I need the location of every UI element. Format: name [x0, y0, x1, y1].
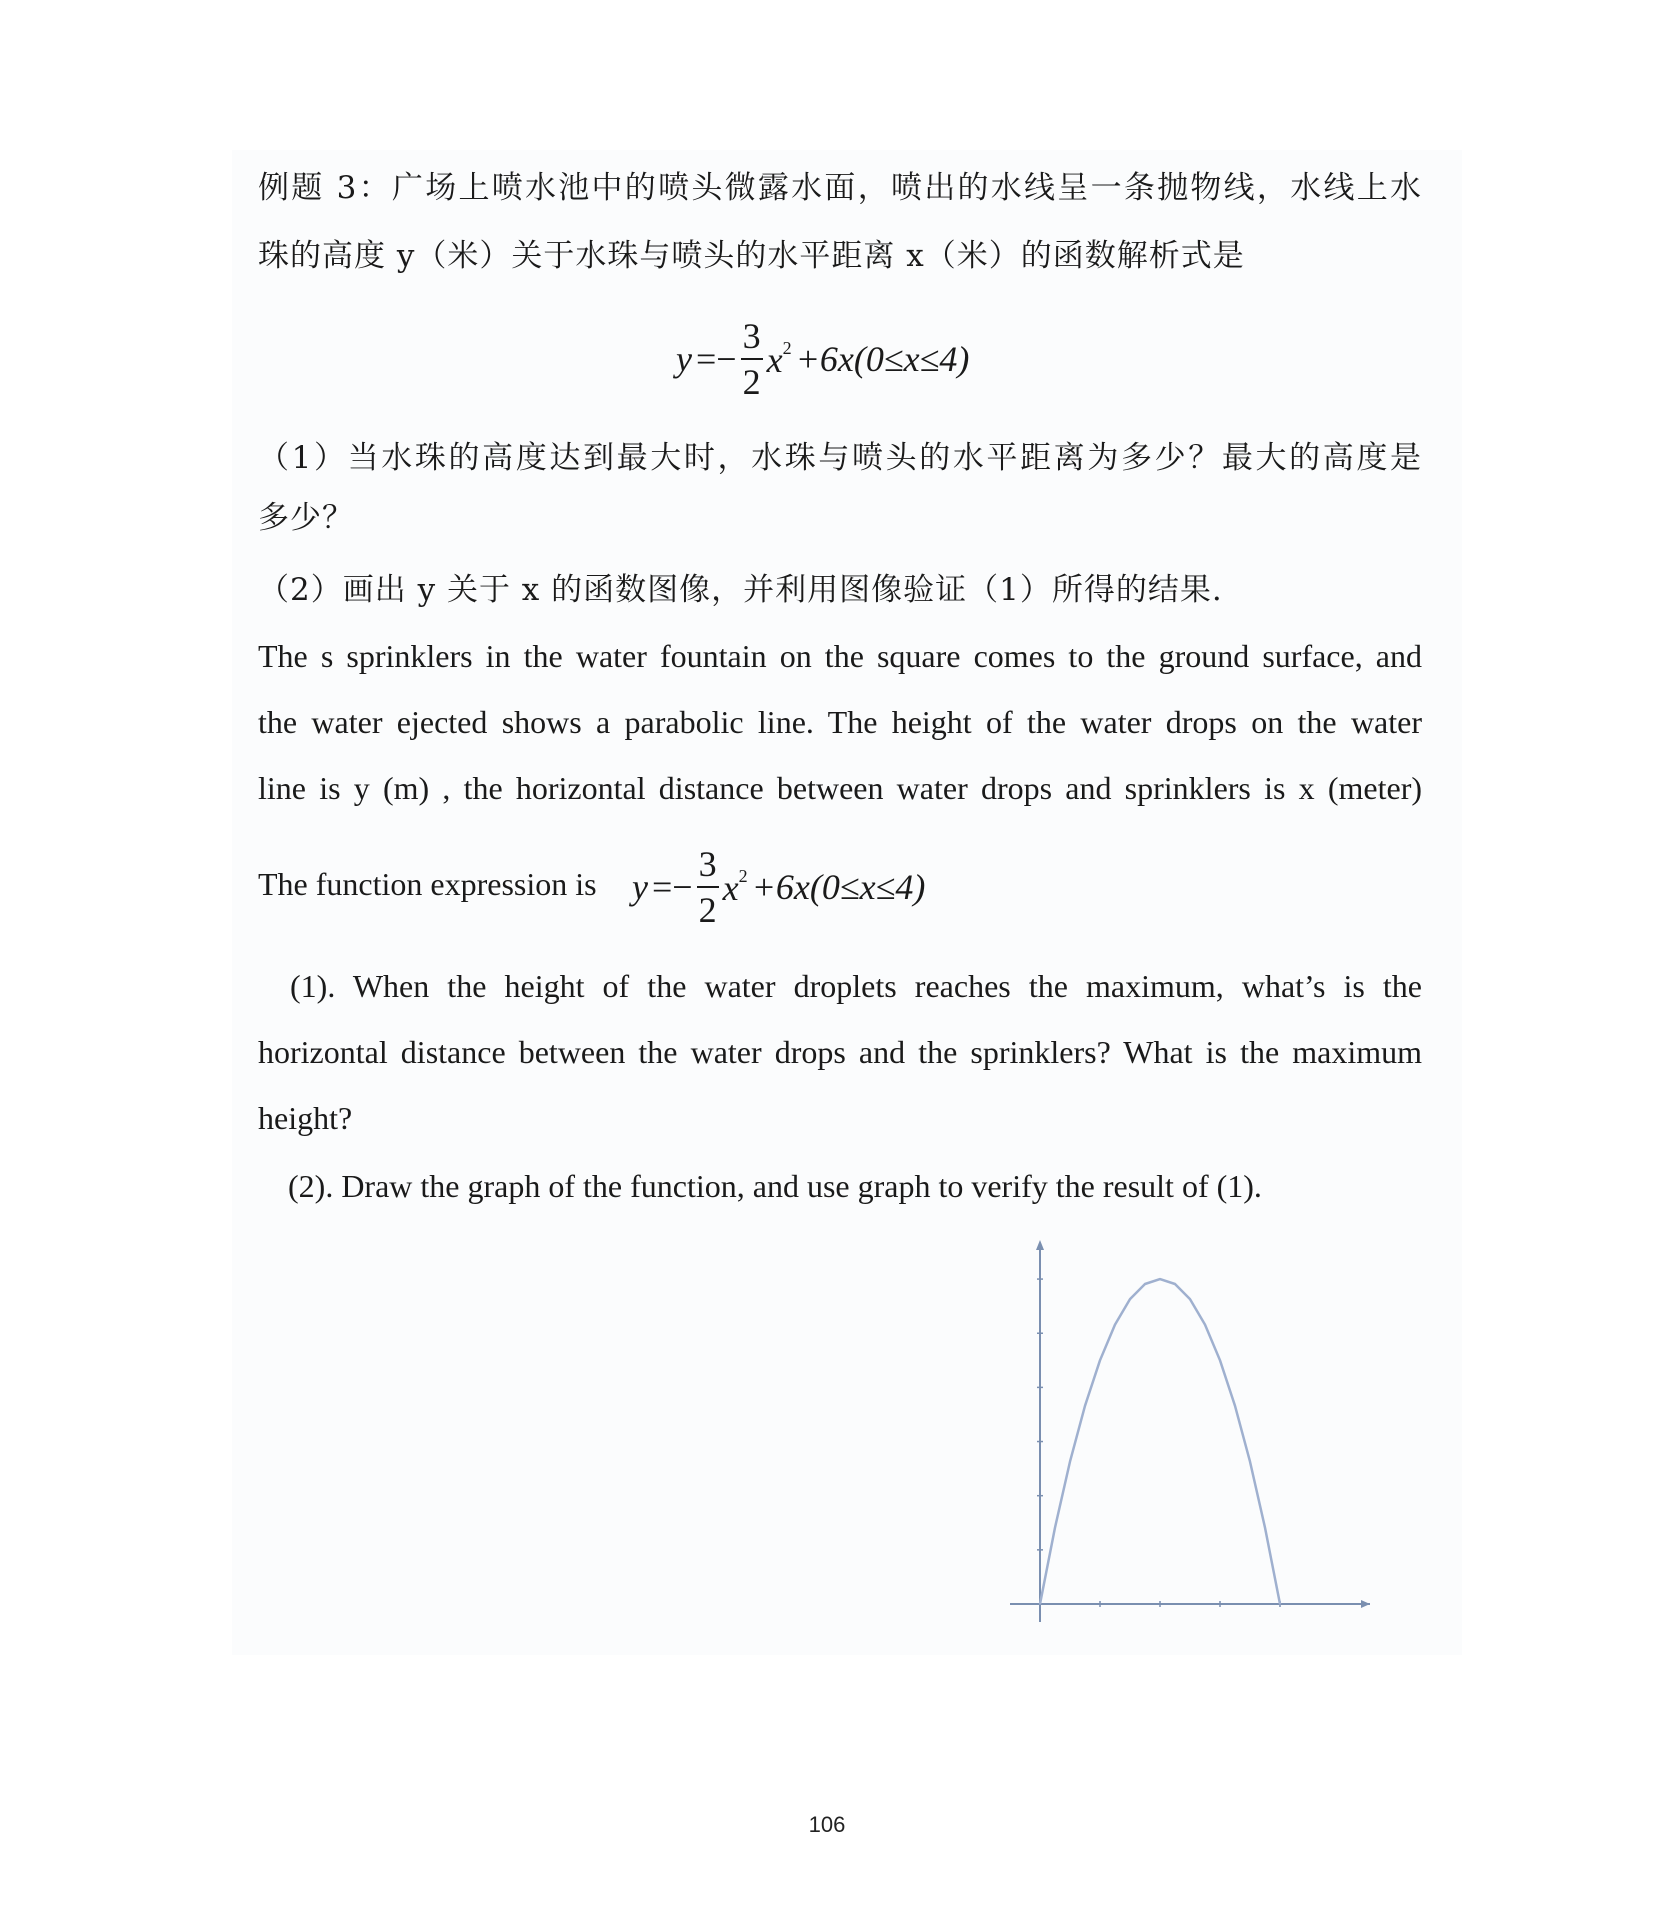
curve-point — [1234, 1405, 1236, 1407]
curve-point — [1264, 1527, 1266, 1529]
formula-denominator: 2 — [742, 362, 761, 402]
formula-variable: $x^2$ — [722, 865, 748, 908]
curve-point — [1249, 1461, 1251, 1463]
zh-intro-line-2: 珠的高度 y（米）关于水珠与喷头的水平距离 x（米）的函数解析式是 — [258, 238, 1245, 274]
formula-lhs: y — [676, 339, 692, 379]
formula-denominator: 2 — [698, 890, 717, 930]
formula-eq: =− — [651, 867, 693, 907]
en-intro-line-1: The s sprinklers in the water fountain on the square comes to the ground surface, and — [258, 638, 1422, 674]
curve-point — [1054, 1527, 1056, 1529]
formula-exponent: 2 — [782, 337, 792, 358]
curve-point — [1174, 1283, 1176, 1285]
formula-exponent: 2 — [738, 865, 748, 886]
formula-centered — [676, 318, 969, 400]
formula-fraction — [741, 318, 763, 400]
zh-intro-line-1: 例题 3：广场上喷水池中的喷头微露水面，喷出的水线呈一条抛物线，水线上水 — [258, 170, 1422, 206]
formula-rest: +6x(0≤x≤4) — [795, 339, 970, 379]
formula-fraction — [697, 846, 719, 928]
curve-point — [1219, 1360, 1221, 1362]
page-number: 106 — [808, 1812, 846, 1837]
curve-point — [1039, 1603, 1041, 1605]
formula-lhs: y — [632, 867, 648, 907]
curve-point — [1279, 1603, 1281, 1605]
curve-point — [1129, 1298, 1131, 1300]
curve-point — [1099, 1360, 1101, 1362]
formula-variable: $x^2$ — [766, 337, 792, 380]
x-axis-arrow — [1361, 1600, 1370, 1608]
en-intro-line-2: the water ejected shows a parabolic line. The height of the water drops on the water — [258, 704, 1422, 740]
curve-point — [1084, 1405, 1086, 1407]
curve-point — [1189, 1298, 1191, 1300]
zh-question-2: （2）画出 y 关于 x 的函数图像，并利用图像验证（1）所得的结果. — [258, 572, 1223, 608]
curve-point — [1204, 1324, 1206, 1326]
en-question-1-line-1: (1). When the height of the water droplets reaches the maximum, what’s is the — [290, 968, 1422, 1004]
en-question-2: (2). Draw the graph of the function, and use graph to verify the result of (1). — [288, 1168, 1262, 1204]
y-axis-arrow — [1036, 1240, 1044, 1250]
en-question-1-line-3: height? — [258, 1100, 353, 1136]
en-question-1-line-2: horizontal distance between the water drops and the sprinklers? What is the maximum — [258, 1034, 1422, 1070]
parabola-curve — [1040, 1279, 1280, 1604]
zh-question-1-line-2: 多少？ — [258, 500, 354, 536]
curve-point — [1114, 1324, 1116, 1326]
formula-inline — [632, 846, 925, 928]
formula-eq: =− — [695, 339, 737, 379]
en-intro-line-3: line is y (m) , the horizontal distance between water drops and sprinklers is x (meter) — [258, 770, 1422, 806]
parabola-graph — [1000, 1232, 1380, 1642]
curve-point — [1144, 1283, 1146, 1285]
curve-point — [1069, 1461, 1071, 1463]
en-function-label: The function expression is — [258, 866, 597, 902]
formula-numerator: 3 — [741, 318, 763, 360]
formula-rest: +6x(0≤x≤4) — [751, 867, 926, 907]
formula-numerator: 3 — [697, 846, 719, 888]
curve-point — [1159, 1278, 1161, 1280]
zh-question-1-line-1: （1）当水珠的高度达到最大时，水珠与喷头的水平距离为多少？最大的高度是 — [258, 440, 1422, 476]
